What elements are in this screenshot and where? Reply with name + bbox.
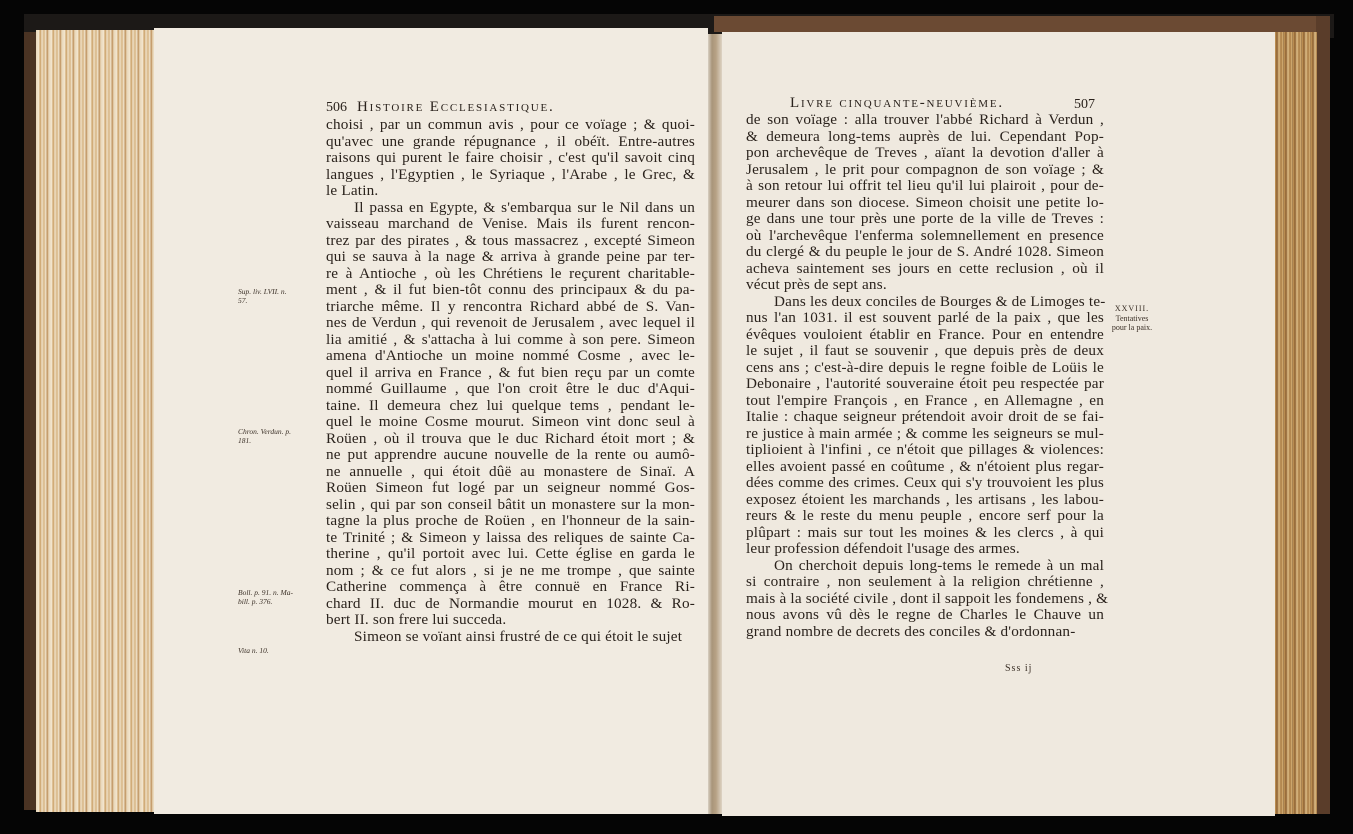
text-line: pon archevêque de Treves , aïant la devotion d'aller à xyxy=(746,144,1104,161)
text-line: ne put apprendre aucune nouvelle de la rente ou aumô- xyxy=(326,446,695,463)
margin-note xyxy=(238,646,269,655)
text-line: ment , & il fut bien-tôt connu des principaux & du pa- xyxy=(326,281,695,298)
page-edges-right xyxy=(1275,32,1317,814)
text-line: acheva saintement ses jours en cette reclusion , où il xyxy=(746,259,1104,277)
text-line: Debonaire , l'autorité souveraine étoit peu respectée par xyxy=(746,375,1104,392)
text-line: de son voïage : alla trouver l'abbé Richard à Verdun , xyxy=(746,111,1104,128)
text-line: qui se sauva à la nage & arriva à grande peine par ter- xyxy=(326,248,695,265)
text-line: te Trinité ; & Simeon y laissa des reliques de sainte Ca- xyxy=(326,528,695,546)
text-line: meurer dans son diocese. Simeon choisit une petite lo- xyxy=(746,193,1104,211)
text-line: vaisseau marchand de Venise. Mais ils furent rencon- xyxy=(326,215,695,232)
text-line: nus l'an 1031. il est souvent parlé de la paix , que les xyxy=(746,309,1104,326)
margin-note-line: Chron. Verdun. p. xyxy=(238,427,291,436)
text-line: plûpart : mais sur tout les moines & les clercs , à qui xyxy=(746,523,1104,541)
margin-note-line: Tentatives xyxy=(1115,313,1149,323)
book-cover-top xyxy=(714,16,1330,32)
text-line: grand nombre de decrets des conciles & d'ordonnan- xyxy=(746,622,1076,640)
text-line: Simeon se voïant ainsi frustré de ce qui étoit le sujet xyxy=(354,627,683,645)
text-line: nous avons vû dès le regne de Charles le Chauve un xyxy=(746,606,1104,623)
text-line: exposez étoient les marchands , les artisans , les labou- xyxy=(746,490,1104,508)
text-line: nes de Verdun , qui revenoit de Jerusalem , avec lequel il xyxy=(326,314,695,331)
text-line: nommé Guillaume , que l'on croit être le duc d'Aqui- xyxy=(326,380,695,397)
text-line: Jerusalem , le prit pour compagnon de son voïage ; & xyxy=(746,160,1104,178)
text-line: chard II. duc de Normandie mourut en 1028. & Ro- xyxy=(326,594,695,612)
page-edges-left xyxy=(36,30,154,812)
text-line: therine , qu'il portoit avec lui. Cette église en garda le xyxy=(326,545,695,562)
margin-note-line: bill. p. 376. xyxy=(238,597,273,606)
text-line: reurs & le reste du menu peuple , encore serf pour la xyxy=(746,507,1104,524)
text-line: quel il arriva en France , & fut bien reçu par un comte xyxy=(326,363,695,381)
book-gutter xyxy=(708,34,722,814)
right-page-body xyxy=(746,111,1109,640)
text-line: lia amitié , & s'attacha à lui comme à son pere. Simeon xyxy=(326,330,695,348)
margin-note xyxy=(238,287,287,305)
text-line: ge dans une tour près une porte de la ville de Treves : xyxy=(746,210,1104,227)
text-line: selin , qui par son conseil bâtit un monastere sur la mon- xyxy=(326,495,695,513)
text-line: évêques vouloient établir en France. Pour en entendre xyxy=(746,325,1104,343)
text-line: si contraire , non seulement à la religion chrétienne , xyxy=(746,573,1104,590)
text-line: & demeura long-tems auprès de lui. Cependant Pop- xyxy=(746,127,1104,145)
text-line: elles avoient passé en coûtume , & n'étoient plus regar- xyxy=(746,457,1104,475)
text-line: triarche même. Il y rencontra Richard abbé de S. Van- xyxy=(326,297,695,315)
signature-mark: Sss ij xyxy=(1005,663,1033,674)
text-line: le Latin. xyxy=(326,182,379,199)
text-line: Italie : chaque seigneur prétendoit avoir droit de se fai- xyxy=(746,408,1104,425)
text-line: cens ans ; c'est-à-dire depuis le regne foible de Loüis le xyxy=(746,358,1104,376)
text-line: On cherchoit depuis long-tems le remede à un mal xyxy=(774,556,1104,574)
margin-note-line: 57. xyxy=(238,296,248,305)
text-line: qu'avec une grande répugnance , il obéït. Entre-autres xyxy=(326,132,695,150)
text-line: tiplioient à l'infini , ce n'étoit que pillages & violences: xyxy=(746,441,1104,458)
margin-note-line: Vita n. 10. xyxy=(238,646,269,655)
right-running-head: Livre cinquante-neuvième. xyxy=(790,95,1004,111)
text-line: re justice à main armée ; & comme les seigneurs se mul- xyxy=(746,424,1104,442)
text-line: tout l'empire François , en France , en Allemagne , en xyxy=(746,391,1104,409)
text-line: nom ; & ce fut alors , si je ne me trompe , que sainte xyxy=(326,561,695,579)
margin-note-line: 181. xyxy=(238,436,252,445)
text-line: raisons qui purent le faire choisir , c'est qu'il savoit cinq xyxy=(326,149,695,166)
margin-note-line: Boll. p. 91. n. Ma- xyxy=(238,588,293,597)
text-line: Il passa en Egypte, & s'embarqua sur le Nil dans un xyxy=(354,198,695,216)
text-line: trez par des pirates , & tous massacrez , excepté Simeon xyxy=(326,231,695,249)
text-line: leur profession défendoit l'usage des armes. xyxy=(746,540,1020,557)
text-line: amena d'Antioche un moine nommé Cosme , avec le- xyxy=(326,347,695,364)
text-line: du clergé & du peuple le jour de S. André 1028. Simeon xyxy=(746,243,1104,260)
text-line: le sujet , il faut se souvenir , que depuis près de deux xyxy=(746,342,1104,359)
text-line: choisi , par un commun avis , pour ce voïage ; & quoi- xyxy=(326,116,695,133)
text-line: mais à la société civile , dont il sappoit les fondemens , & xyxy=(746,589,1109,607)
text-line: vécut près de sept ans. xyxy=(746,276,887,293)
margin-note xyxy=(1104,304,1160,333)
text-line: à son retour lui offrit tel lieu qu'il lui plairoit , pour de- xyxy=(746,177,1104,194)
margin-note xyxy=(238,427,291,445)
text-line: taine. Il demeura chez lui quelque tems , pendant le- xyxy=(326,396,695,414)
text-line: ne annuelle , qui étoit dûë au monastere de Sinaï. A xyxy=(326,462,695,480)
text-line: re à Antioche , où les Chrétiens le reçurent charitable- xyxy=(326,264,695,282)
book-cover-right xyxy=(1316,16,1330,814)
text-line: tagne la plus proche de Roüen , en l'honneur de la sain- xyxy=(326,512,695,529)
margin-note-line: XXVIII. xyxy=(1114,304,1150,313)
text-line: Roüen Simeon fut logé par un seigneur nommé Gos- xyxy=(326,479,695,496)
right-page-number: 507 xyxy=(1074,97,1095,112)
left-page-number: 506 xyxy=(326,100,347,115)
left-page-body xyxy=(326,117,695,645)
book-cover-left xyxy=(24,32,36,810)
text-line: Dans les deux conciles de Bourges & de Limoges te- xyxy=(774,292,1106,310)
left-running-head: Histoire Ecclesiastique. xyxy=(357,99,555,115)
text-line: où l'archevêque l'enferma solemnellement en presence xyxy=(746,226,1104,244)
text-line: dées comme des crimes. Ceux qui s'y trouvoient les plus xyxy=(746,474,1104,491)
text-line: Catherine commença à être connuë en France Ri- xyxy=(326,578,695,595)
margin-note-line: Sup. liv. LVII. n. xyxy=(238,287,287,296)
margin-note xyxy=(238,588,293,606)
margin-note-line: pour la paix. xyxy=(1111,323,1153,332)
text-line: bert II. son frere lui succeda. xyxy=(326,611,507,628)
text-line: langues , l'Egyptien , le Syriaque , l'Arabe , le Grec, & xyxy=(326,165,695,183)
text-line: Roüen , où il trouva que le duc Richard étoit mort ; & xyxy=(326,429,695,447)
text-line: quel le moine Cosme mourut. Simeon vint donc seul à xyxy=(326,413,695,430)
